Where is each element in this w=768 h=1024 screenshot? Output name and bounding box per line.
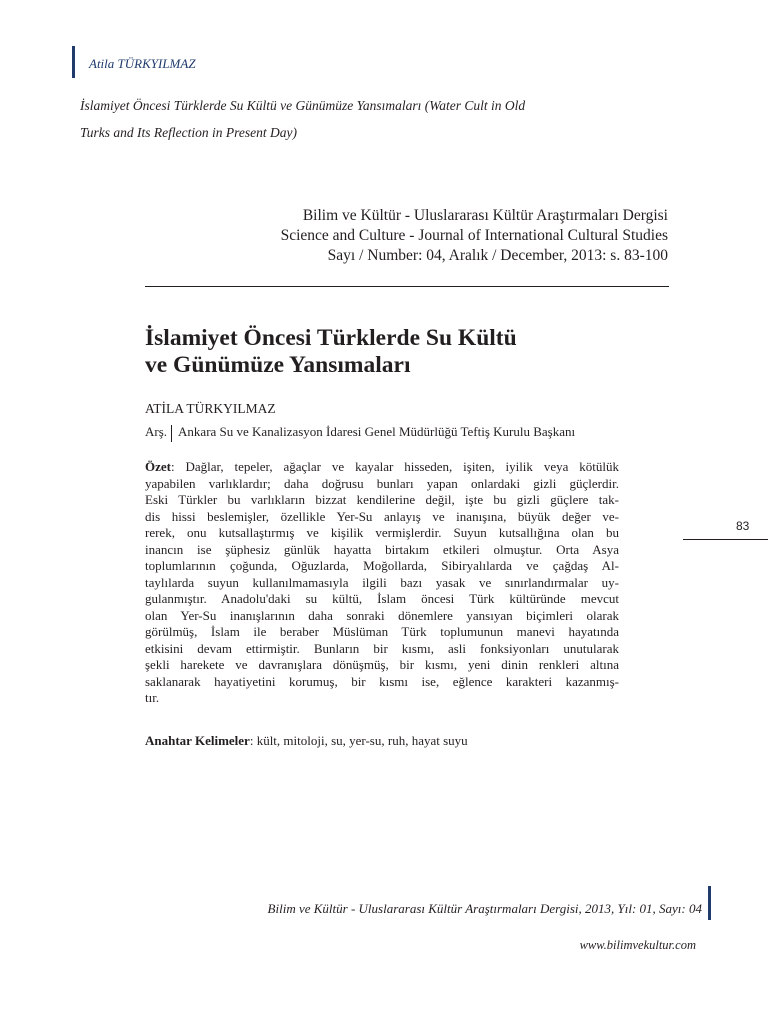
running-header-title	[80, 92, 640, 146]
author-affiliation	[145, 424, 575, 442]
abstract-line: tır.	[145, 690, 160, 705]
abstract	[145, 459, 619, 707]
page-number: 83	[736, 519, 750, 533]
running-header-title-line2: Turks and Its Reflection in Present Day)	[80, 125, 297, 140]
journal-name-en: Science and Culture - Journal of International Cultural Studies	[280, 227, 668, 244]
keywords	[145, 733, 468, 749]
abstract-line: rerek, onu kutsallaştırmış ve kişilik vermişlerdir. Suyun kutsallığına olan bu	[145, 525, 619, 540]
abstract-line: Özet: Dağlar, tepeler, ağaçlar ve kayalar hisseden, işiten, iyilik veya kötülük	[145, 459, 619, 474]
abstract-line: gulanmıştır. Anadolu'daki su kültü, İslam öncesi Türk kültüründe mevcut	[145, 591, 619, 606]
footer-website-link[interactable]: www.bilimvekultur.com	[579, 938, 696, 952]
article-title	[145, 325, 665, 379]
abstract-line: inancın ise şüphesiz günlük hayatta birtakım etkileri olmuştur. Orta Asya	[145, 541, 619, 557]
journal-name-tr: Bilim ve Kültür - Uluslararası Kültür Araştırmaları Dergisi	[302, 207, 668, 224]
abstract-line: şekli harekete ve davranışlara dönüşmüş, bir kısmı, yeni dinin renkleri altına	[145, 657, 619, 672]
abstract-line: Eski Türkler bu varlıkların bizzat kendilerine değil, işte bu gizli güçlere tak-	[145, 492, 619, 507]
running-header-author: Atila TÜRKYILMAZ	[89, 56, 196, 71]
abstract-line: etkisini devam ettirmiştir. Bunların bir kısmı, asli fonksiyonları unutularak	[145, 640, 619, 656]
affiliation-text: Ankara Su ve Kanalizasyon İdaresi Genel Müdürlüğü Teftiş Kurulu Başkanı	[178, 424, 576, 439]
footer-accent-bar	[708, 886, 711, 920]
abstract-line: yapabilen varlıklardır; daha doğrusu bunları yapan onlardaki gizli güçlerdir.	[145, 475, 619, 491]
abstract-line: toplumlarının çoğunda, Oğuzlarda, Moğollarda, Sibiryalılarda ve çağdaş Al-	[145, 558, 619, 573]
footer-journal-citation: Bilim ve Kültür - Uluslararası Kültür Araştırmaları Dergisi, 2013, Yıl: 01, Sayı: 04	[267, 901, 702, 916]
article-title-line2: ve Günümüze Yansımaları	[145, 352, 411, 378]
keywords-label: Anahtar Kelimeler	[145, 733, 250, 748]
abstract-line: dis hissi beslemişler, özellikle Yer-Su anlayış ve inanışına, büyük değer ve-	[145, 508, 619, 524]
running-header-title-line1: İslamiyet Öncesi Türklerde Su Kültü ve Günümüze Yansımaları (Water Cult in Old	[80, 98, 526, 113]
abstract-line: taylılarda suyun kullanılmamasıyla ilgili bazı yasak ve sınırlandırmalar uy-	[145, 574, 619, 590]
article-author: ATİLA TÜRKYILMAZ	[145, 401, 276, 416]
journal-info	[281, 206, 668, 266]
header-accent-bar	[72, 46, 75, 78]
abstract-label: Özet	[145, 459, 171, 474]
affiliation-prefix: Arş.	[145, 424, 168, 439]
keywords-text: : kült, mitoloji, su, yer-su, ruh, hayat suyu	[249, 733, 468, 748]
article-title-line1: İslamiyet Öncesi Türklerde Su Kültü	[145, 325, 517, 351]
abstract-line: olan Yer-Su inanışlarının daha sonraki dönemlere yansıyan biçimleri olarak	[145, 607, 619, 623]
abstract-line: görülmüş, İslam ile beraber Müslüman Türk toplumunun manevi hayatında	[145, 624, 619, 639]
abstract-line: saklanarak hayatiyetini korumuş, bir kısmı ise, eğlence karakteri kazanmış-	[145, 673, 619, 689]
journal-issue: Sayı / Number: 04, Aralık / December, 2013: s. 83-100	[327, 247, 668, 264]
journal-divider	[145, 286, 669, 287]
page-number-rule	[683, 539, 768, 540]
affiliation-separator	[171, 425, 172, 442]
